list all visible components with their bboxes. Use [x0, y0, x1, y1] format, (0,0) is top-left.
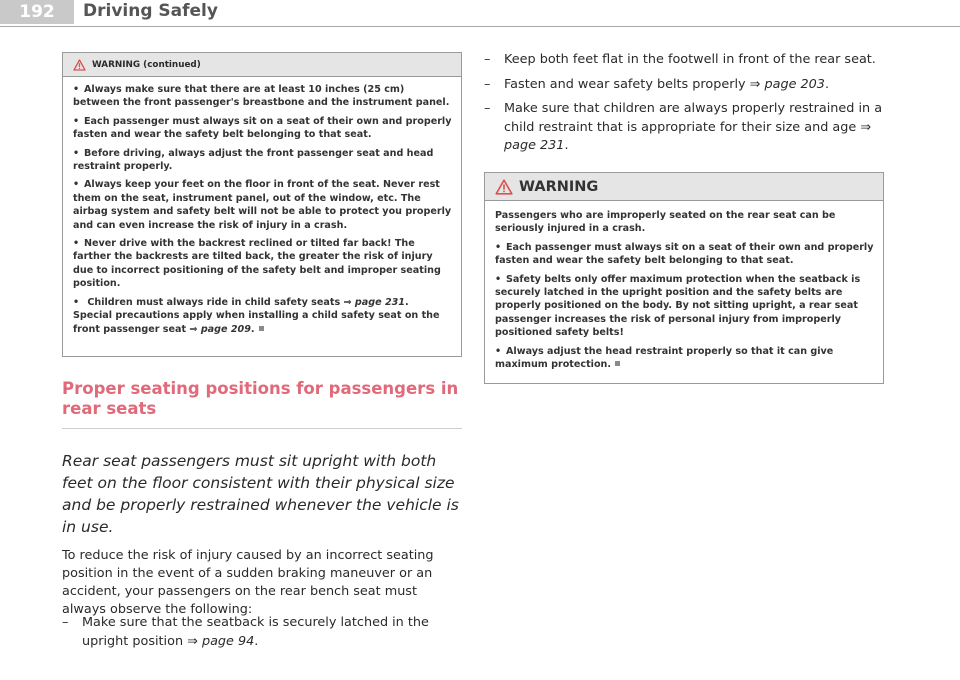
warning-title: WARNING (continued)	[92, 59, 201, 70]
page-number: 192	[0, 0, 74, 24]
warning-title: WARNING	[519, 178, 599, 195]
warning-body	[63, 77, 461, 336]
page-reference-link[interactable]: page 231	[354, 296, 405, 308]
header-divider	[0, 26, 960, 27]
page-reference-link[interactable]: page 231	[504, 138, 565, 153]
section-body: To reduce the risk of injury caused by an incorrect seating position in the event of a sudden braking maneuver or an accident, your passengers on the rear bench seat must always observe the following:	[62, 548, 434, 617]
warning-triangle-icon	[495, 179, 513, 195]
warning-header	[63, 53, 461, 77]
warning-item: • Always keep your feet on the floor in front of the seat. Never rest them on the seat, instrument panel, out of the window, etc. The airbag system and safety belt will not be able to protect you properly and can even increase the risk of injury in a crash.	[73, 178, 453, 232]
heading-divider	[62, 428, 462, 429]
arrow-glyph: ⇒	[187, 633, 198, 649]
warning-item: • Always adjust the head restraint properly so that it can give maximum protection.	[495, 345, 875, 372]
section-title: Driving Safely	[83, 1, 218, 21]
warning-body	[485, 201, 883, 371]
list-item: – Make sure that the seatback is securely latched in the upright position ⇒ page 94.	[62, 614, 462, 651]
page-reference-link[interactable]: page 209	[200, 323, 251, 335]
warning-item: • Never drive with the backrest reclined or tilted far back! The farther the backrests are tilted back, the greater the risk of injury due to incorrect positioning of the safety belt and improper seating position.	[73, 237, 453, 291]
arrow-glyph: ⇒	[860, 119, 872, 135]
end-of-section-icon	[615, 361, 620, 366]
warning-box	[484, 172, 884, 384]
list-item: – Make sure that children are always properly restrained in a child restraint that is appropriate for their size and age ⇒ page 231.	[484, 100, 884, 156]
warning-note: Special precautions apply when installing a child safety seat on the front passenger seat ⇒ page 209.	[73, 310, 440, 335]
warning-item: • Safety belts only offer maximum protection when the seatback is securely latched in the upright position and the safety belts are properly positioned on the body. By not sitting upright, a rear seat passenger increases the risk of personal injury from improperly positioned safety belts!	[495, 273, 875, 340]
warning-item: • Always make sure that there are at least 10 inches (25 cm) between the front passenger's breastbone and the instrument panel.	[73, 83, 453, 110]
page-reference-link[interactable]: page 203	[764, 76, 825, 92]
warning-item: • Each passenger must always sit on a seat of their own and properly fasten and wear the safety belt belonging to that seat.	[73, 115, 453, 142]
warning-lead: Passengers who are improperly seated on the rear seat can be seriously injured in a crash.	[495, 210, 836, 235]
arrow-glyph: ⇒	[343, 296, 352, 308]
list-item: – Keep both feet flat in the footwell in front of the rear seat.	[484, 51, 884, 70]
list-item: – Fasten and wear safety belts properly ⇒ page 203.	[484, 76, 884, 95]
warning-item: • Each passenger must always sit on a seat of their own and properly fasten and wear the safety belt belonging to that seat.	[495, 241, 875, 268]
page-header	[0, 0, 960, 28]
arrow-glyph: ⇒	[749, 76, 761, 92]
section-intro: Rear seat passengers must sit upright with both feet on the floor consistent with their physical size and be properly restrained whenever the vehicle is in use.	[62, 452, 459, 536]
warning-item: • Children must always ride in child safety seats ⇒ page 231.	[73, 296, 453, 309]
instruction-list-right	[484, 51, 884, 162]
warning-triangle-icon	[73, 59, 86, 71]
warning-header	[485, 173, 883, 201]
section-heading: Proper seating positions for passengers in rear seats	[62, 379, 459, 418]
arrow-glyph: ⇒	[189, 323, 198, 335]
page-reference-link[interactable]: page 94	[201, 633, 255, 649]
warning-box-continued	[62, 52, 462, 357]
end-of-section-icon	[259, 326, 264, 331]
instruction-list-left	[62, 614, 462, 657]
warning-item: • Before driving, always adjust the front passenger seat and head restraint properly.	[73, 147, 453, 174]
